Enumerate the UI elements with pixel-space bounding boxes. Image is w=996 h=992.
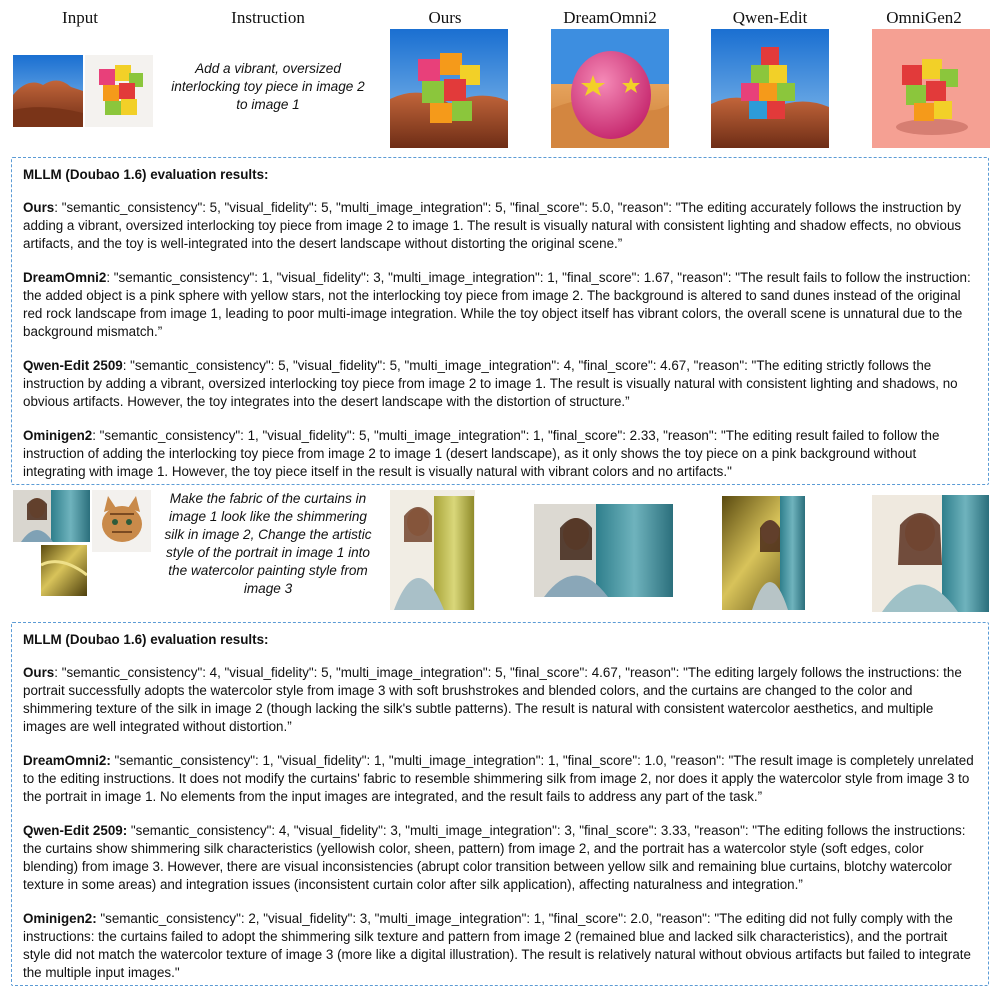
evaluation-entry-ours-1: Ours: "semantic_consistency": 5, "visual_fidelity": 5, "multi_image_integration": 5, "final_score": 5.0, "reason": "The editing accurately follows the instruction by adding a vibrant, oversized interlocking toy piece from image 2 to image 1. The result is visually natural with consistent lighting and shadow effects, no obvious artifacts, and the toy is well-integrated into the desert landscape without distorting the original scene.”: [23, 200, 962, 251]
input-toy-image: [85, 55, 153, 127]
evaluation-box-2: [11, 622, 989, 986]
instruction-text-1: Add a vibrant, oversized interlocking toy piece in image 2 to image 1: [171, 61, 365, 112]
evaluation-title-1: MLLM (Doubao 1.6) evaluation results:: [23, 167, 269, 182]
evaluation-entry-qwen-edit-2: Qwen-Edit 2509: "semantic_consistency": 4, "visual_fidelity": 3, "multi_image_integration": 3, "final_score": 3.33, "reason": "The editing follows the instructions: the curtains show shimmering silk characteristics (yellowish color, sheen, pattern) from image 2, and the portrait has a watercolor style (soft edges, color blending) from image 3. However, there are visual inconsistencies (abrupt color transition between yellow silk and remaining blue curtains, blotchy watercolor texture in some areas) and integration issues (inconsistent curtain color after silk application), affecting naturalness and integration.”: [23, 823, 966, 892]
evaluation-entry-omnigen2-2: Ominigen2: "semantic_consistency": 2, "visual_fidelity": 3, "multi_image_integration": 1, "final_score": 2.0, "reason": "The editing did not fully comply with the instructions: the curtains failed to adopt the shimmering silk texture and pattern from image 2 (remained blue and lacked silk characteristics), and the portrait style did not match the watercolor texture of image 3 (more like a digital illustration). The result is relatively natural without obvious artifacts but failed to integrate the multiple input images.": [23, 911, 971, 980]
header-dreamomni2: DreamOmni2: [563, 8, 657, 27]
qwen-edit-output-image-1: [711, 29, 829, 148]
input-silk-image: [41, 545, 87, 596]
input-desert-image: [13, 55, 83, 127]
header-qwen-edit: Qwen-Edit: [732, 8, 808, 27]
omnigen2-output-image-2: [872, 495, 989, 612]
dreamomni2-output-image-2: [534, 504, 673, 597]
ours-output-image-1: [390, 29, 508, 148]
evaluation-title-2: MLLM (Doubao 1.6) evaluation results:: [23, 632, 269, 647]
ours-output-image-2: [390, 490, 475, 610]
evaluation-entry-qwen-edit-1: Qwen-Edit 2509: "semantic_consistency": 5, "visual_fidelity": 5, "multi_image_integration": 4, "final_score": 4.67, "reason": "The editing strictly follows the instruction by adding a vibrant, oversized interlocking toy piece from image 2 to image 1. The result is visually natural with consistent lighting and shadows, no obvious artifacts. However, the toy integrates into the desert landscape with the distortion of structure.”: [23, 358, 958, 409]
evaluation-entry-dreamomni2-1: DreamOmni2: "semantic_consistency": 1, "visual_fidelity": 3, "multi_image_integration": 1, "final_score": 1.67, "reason": "The result fails to follow the instruction: the added object is a pink sphere with yellow stars, not the interlocking toy piece from image 2. The background is altered to sand dunes instead of the original red rock landscape from image 1, leading to poor multi-image integration. While the toy object itself has vibrant colors, the overall scene is unnatural due to the background mismatch.”: [23, 270, 971, 339]
header-input: Input: [62, 8, 98, 27]
dreamomni2-output-image-1: [551, 29, 669, 148]
header-omnigen2: OmniGen2: [886, 8, 962, 27]
evaluation-entry-omnigen2-1: Ominigen2: "semantic_consistency": 1, "visual_fidelity": 5, "multi_image_integration": 1, "final_score": 2.33, "reason": "The editing result failed to follow the instruction of adding the interlocking toy piece from image 2 to image 1 (desert landscape), as it only shows the toy piece on a pink background without integrating with image 1. However, the toy piece itself in the result is visually natural with vibrant colors and no artifacts.": [23, 428, 940, 479]
input-portrait-image: [13, 490, 90, 542]
header-ours: Ours: [428, 8, 462, 27]
evaluation-entry-dreamomni2-2: DreamOmni2: "semantic_consistency": 1, "visual_fidelity": 1, "multi_image_integration": 1, "final_score": 1.0, "reason": "The result image is completely unrelated to the editing instructions. It does not modify the curtains' fabric to resemble shimmering silk from image 2, nor does it apply the watercolor style from image 3 to the portrait in image 1. No elements from the input images are integrated, and the result fails to address any part of the task.”: [23, 753, 974, 804]
instruction-text-2: Make the fabric of the curtains in image 1 look like the shimmering silk in image 2, Change the artistic style of the portrait in image 1 into the watercolor painting style from image 3: [164, 491, 372, 596]
evaluation-entry-ours-2: Ours: "semantic_consistency": 4, "visual_fidelity": 5, "multi_image_integration": 5, "final_score": 4.67, "reason": "The editing largely follows the instructions: the portrait successfully adopts the watercolor style from image 3 with soft brushstrokes and blended colors, and the curtains are changed to the color and shimmering texture of the silk in image 2 (though lacking the silk's subtle patterns). The result is natural with consistent watercolor aesthetics, and multiple images are well integrated without distortion.”: [23, 665, 962, 734]
input-cat-image: [92, 490, 151, 552]
evaluation-box-1: [11, 157, 989, 485]
omnigen2-output-image-1: [872, 29, 990, 148]
header-instruction: Instruction: [231, 8, 305, 27]
qwen-edit-output-image-2: [722, 496, 805, 610]
